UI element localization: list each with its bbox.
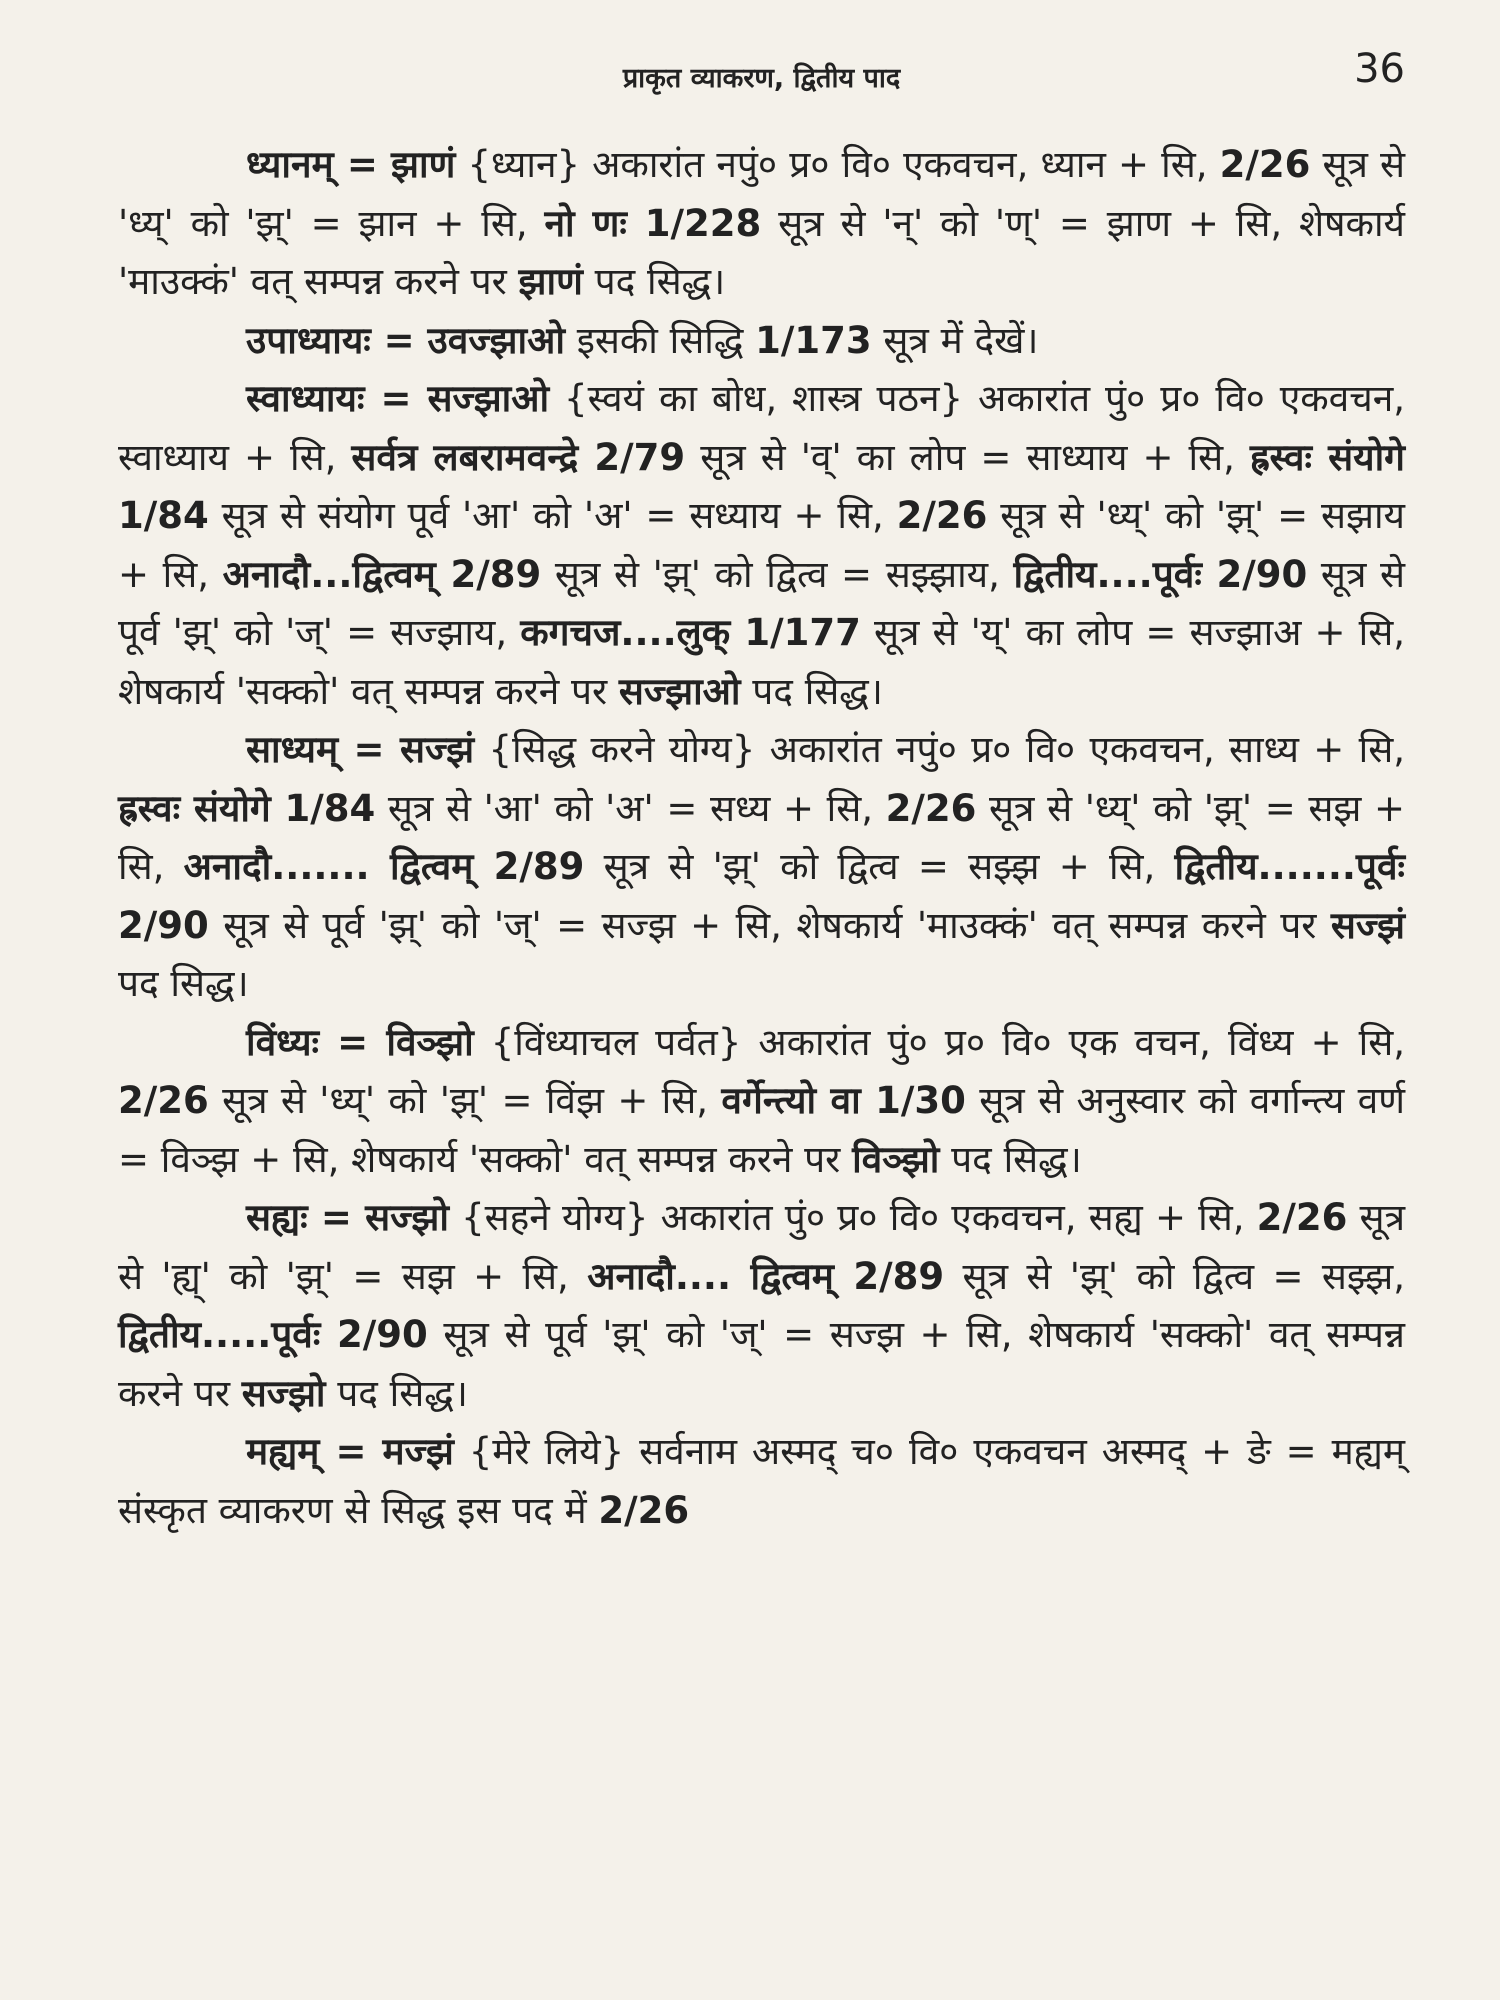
bold-term: सज्झो — [241, 1371, 326, 1415]
text-run: पद सिद्ध। — [325, 1371, 468, 1415]
bold-term: सज्झाओ — [618, 669, 741, 713]
text-run: सूत्र से संयोग पूर्व 'आ' को 'अ' = सध्याय + सि, — [208, 494, 897, 537]
bold-term: अनादौ...द्वित्वम् 2/89 — [222, 552, 542, 596]
bold-term: स्वाध्यायः = सज्झाओ — [246, 377, 550, 420]
paragraph — [118, 721, 1405, 1014]
text-run: सूत्र से 'झ्' को द्वित्व = सझ्झ + सि, — [584, 845, 1175, 888]
text-run: सूत्र से 'य्' का लोप = सज्झाअ + सि, शेषकार्य 'सक्को' वत् सम्पन्न करने पर — [118, 611, 1405, 713]
text-run: इसकी सिद्धि — [564, 318, 756, 362]
text-run: सूत्र से 'ध्य्' को 'झ्' = विंझ + सि, — [208, 1079, 722, 1122]
paragraph — [118, 312, 1405, 371]
text-run: {सिद्ध करने योग्य} अकारांत नपुं० प्र० वि० एकवचन, साध्य + सि, — [474, 728, 1405, 771]
bold-term: द्वितीय.....पूर्वः 2/90 — [118, 1313, 428, 1356]
text-run: सूत्र से 'ध्य्' को 'झ्' = झान + सि, — [118, 143, 1405, 245]
text-run: पद सिद्ध। — [582, 260, 726, 303]
text-run: {स्वयं का बोध, शास्त्र पठन} अकारांत पुं० प्र० वि० एकवचन, स्वाध्याय + सि, — [118, 377, 1405, 479]
text-run: सूत्र से 'आ' को 'अ' = सध्य + सि, — [375, 786, 886, 830]
text-run: सूत्र से पूर्व 'झ्' को 'ज्' = सज्झाय, — [118, 552, 1406, 654]
text-run: सूत्र से पूर्व 'झ्' को 'ज्' = सज्झ + सि, शेषकार्य 'सक्को' वत् सम्पन्न करने पर — [118, 1313, 1405, 1415]
bold-term: नो णः 1/228 — [544, 201, 762, 245]
text-run: सूत्र से 'न्' को 'ण्' = झाण + सि, शेषकार्य 'माउक्कं' वत् सम्पन्न करने पर — [118, 201, 1405, 303]
text-run: सूत्र से 'झ्' को द्वित्व = सझ्झाय, — [541, 552, 1014, 596]
paragraph — [118, 370, 1405, 721]
text-run: सूत्र से 'ध्य्' को 'झ्' = सझ + सि, — [118, 786, 1405, 888]
text-run: {मेरे लिये} सर्वनाम अस्मद् च० वि० एकवचन अस्मद् + ङे = मह्यम् संस्कृत व्याकरण से सिद्ध इस पद में — [118, 1430, 1405, 1532]
bold-term: साध्यम् = सज्झं — [246, 728, 475, 771]
page-number: 36 — [1354, 46, 1405, 92]
paragraph — [118, 1014, 1405, 1190]
bold-term: ध्यानम् = झाणं — [246, 143, 456, 186]
bold-term: ह्रस्वः संयोगे 1/84 — [118, 435, 1405, 537]
bold-term: उपाध्यायः = उवज्झाओ — [246, 318, 565, 362]
paragraph — [118, 1423, 1405, 1540]
running-title: प्राकृत व्याकरण, द्वितीय पाद — [622, 63, 901, 94]
bold-term: 2/26 — [885, 786, 977, 830]
text-run: सूत्र में देखें। — [871, 318, 1039, 362]
bold-term: सर्वत्र लबरामवन्द्रे 2/79 — [351, 435, 686, 479]
bold-term: 2/26 — [118, 1079, 209, 1122]
text-run: सूत्र से 'ह्य्' को 'झ्' = सझ + सि, — [118, 1196, 1405, 1298]
text-run: सूत्र से अनुस्वार को वर्गान्त्य वर्ण = विञ्झ + सि, शेषकार्य 'सक्को' वत् सम्पन्न करने पर — [118, 1079, 1406, 1181]
bold-term: 2/26 — [1256, 1196, 1348, 1239]
bold-term: वर्गेन्त्यो वा 1/30 — [721, 1079, 966, 1122]
bold-term: कगचज....लुक् 1/177 — [520, 611, 861, 654]
text-run: पद सिद्ध। — [939, 1137, 1082, 1181]
bold-term: विंध्यः = विञ्झो — [246, 1020, 474, 1064]
text-run: {विंध्याचल पर्वत} अकारांत पुं० प्र० वि० एक वचन, विंध्य + सि, — [473, 1020, 1405, 1064]
text-run: पद सिद्ध। — [740, 669, 883, 713]
paragraph — [118, 136, 1405, 312]
page-header — [118, 42, 1405, 92]
bold-term: द्वितीय.......पूर्वः 2/90 — [118, 845, 1405, 947]
bold-term: 2/26 — [598, 1488, 690, 1532]
bold-term: झाणं — [518, 260, 583, 303]
text-run: सूत्र से पूर्व 'झ्' को 'ज्' = सज्झ + सि, शेषकार्य 'माउक्कं' वत् सम्पन्न करने पर — [208, 903, 1331, 947]
bold-term: विञ्झो — [852, 1137, 940, 1181]
text-run: सूत्र से 'झ्' को द्वित्व = सझ्झ, — [944, 1254, 1405, 1298]
bold-term: द्वितीय....पूर्वः 2/90 — [1013, 552, 1308, 596]
page-body — [118, 136, 1405, 1540]
bold-term: सह्यः = सज्झो — [246, 1196, 449, 1239]
text-run: {ध्यान} अकारांत नपुं० प्र० वि० एकवचन, ध्यान + सि, — [455, 143, 1220, 186]
paragraph — [118, 1189, 1405, 1423]
text-run: पद सिद्ध। — [118, 962, 249, 1005]
bold-term: 2/26 — [1219, 143, 1311, 186]
text-run: सूत्र से 'व्' का लोप = साध्याय + सि, — [685, 435, 1250, 479]
bold-term: अनादौ.... द्वित्वम् 2/89 — [587, 1254, 945, 1298]
text-run: सूत्र से 'ध्य्' को 'झ्' = सझाय + सि, — [118, 494, 1405, 596]
text-run: {सहने योग्य} अकारांत पुं० प्र० वि० एकवचन, सह्य + सि, — [448, 1196, 1257, 1239]
bold-term: 1/173 — [755, 318, 872, 362]
bold-term: ह्रस्वः संयोगे 1/84 — [118, 786, 376, 830]
bold-term: अनादौ....... द्वित्वम् 2/89 — [183, 845, 585, 888]
bold-term: 2/26 — [896, 494, 988, 537]
bold-term: मह्यम् = मज्झं — [246, 1430, 454, 1473]
bold-term: सज्झं — [1330, 903, 1405, 947]
